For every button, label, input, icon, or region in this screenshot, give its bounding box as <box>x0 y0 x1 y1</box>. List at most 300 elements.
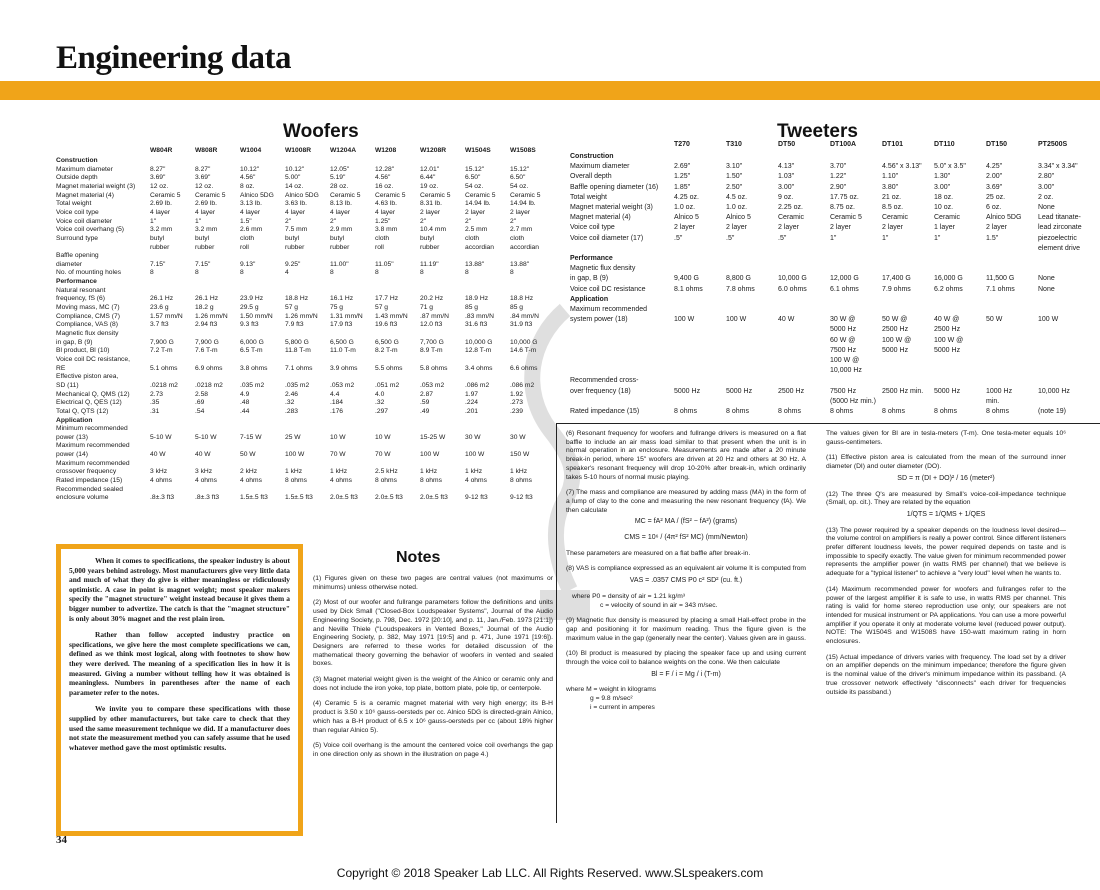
table-cell: 17.9 ft3 <box>330 321 353 329</box>
table-cell: 30 W <box>465 433 481 441</box>
table-row <box>570 223 1090 233</box>
model-name: W1208R <box>420 147 447 154</box>
table-cell: 6.2 ohms <box>934 285 963 293</box>
formula-vas: VAS = .0357 CMS P0 c² SD² (cu. ft.) <box>629 577 743 585</box>
row-label: Bl product, Bl (10) <box>56 347 110 355</box>
table-cell: 4 ohms <box>465 477 487 485</box>
row-label: Magnet material (4) <box>570 214 631 222</box>
note-5: (5) Voice coil overhang is the amount the centered voice coil overhangs the gap in one direction only as shown in the illustration on page 4.) <box>313 742 553 758</box>
table-cell: 2.0±.5 ft3 <box>375 494 403 502</box>
table-cell: 4.25 oz. <box>674 193 699 201</box>
model-name: W1004 <box>240 147 262 154</box>
table-cell: 4 layer <box>195 208 216 216</box>
table-cell: .051 m2 <box>375 381 400 389</box>
table-cell: 4.0 <box>375 390 385 398</box>
table-cell: 8 ohms <box>674 408 697 415</box>
table-cell: 18.8 Hz <box>510 295 534 303</box>
table-cell: 13.88" <box>465 260 485 268</box>
row-label: power (14) <box>56 451 88 459</box>
table-cell: 7.15" <box>195 260 211 268</box>
copyright-footer: Copyright © 2018 Speaker Lab LLC. All Rights Reserved. www.SLspeakers.com <box>336 866 764 880</box>
table-cell: 2" <box>285 217 292 225</box>
table-cell: 1.43 mm/N <box>375 312 408 320</box>
table-cell: butyl <box>150 234 165 242</box>
table-cell: 100 W @ <box>882 336 912 344</box>
table-cell: 4.56" <box>375 174 391 182</box>
table-cell: 7.2 T-m <box>150 347 173 355</box>
table-cell: 2 layer <box>674 224 696 232</box>
table-cell: 5000 Hz <box>934 387 961 395</box>
table-cell: 2.0±.5 ft3 <box>330 494 358 502</box>
table-cell: 5.5 ohms <box>375 364 403 372</box>
table-row <box>570 162 1090 172</box>
row-label: over frequency (18) <box>570 387 631 395</box>
table-cell: 2.69 lb. <box>195 200 217 208</box>
table-cell: 4.56" x 3.13" <box>882 163 922 171</box>
table-cell: 1 kHz <box>510 468 528 476</box>
table-cell: None <box>1038 285 1055 293</box>
table-cell: 12 oz. <box>150 182 169 190</box>
table-cell: 75 g <box>330 304 344 312</box>
note-7-footer: These parameters are measured on a flat baffle after break-in. <box>566 549 751 557</box>
row-label: Recommended sealed <box>56 485 123 493</box>
table-cell: Ceramic <box>778 214 805 222</box>
table-cell: 4 layer <box>330 208 351 216</box>
table-cell: 2500 Hz <box>778 387 805 395</box>
table-cell: 1.5±.5 ft3 <box>240 494 268 502</box>
table-cell: 12.8 T-m <box>465 347 492 355</box>
table-cell: 1" <box>195 217 202 225</box>
row-label: Voice coil overhang (5) <box>56 226 125 234</box>
table-cell: 8.2 T-m <box>375 347 398 355</box>
table-cell: 6.50" <box>465 174 481 182</box>
table-cell: (note 19) <box>1038 408 1067 415</box>
table-cell: 4.5 oz. <box>726 193 748 201</box>
page-title: Engineering data <box>56 40 291 76</box>
table-row <box>56 493 556 503</box>
table-cell: 2.6 mm <box>240 226 263 234</box>
table-cell: 8 ohms <box>285 477 307 485</box>
table-cell: cloth <box>465 234 480 242</box>
table-cell: 16,000 G <box>934 275 963 283</box>
note-13: (13) The power required by a speaker depends on the loudness level desired—the volume control on amplifiers is really a power control. Since different listeners prefer different loudness levels, the power required depends on taste and is impossible to specify exactly. The value given for minimum recommended power represents the amplifier power (in watts RMS per channel) that we believe is adequate for a "typical listener" to achieve a "very loud" level when he wants to. <box>826 526 1066 578</box>
table-cell: 100 W <box>465 451 485 459</box>
row-label: Outside depth <box>56 174 98 182</box>
table-cell: 14.94 lb. <box>465 200 491 208</box>
notes-divider-horizontal <box>556 423 1100 424</box>
table-cell: .176 <box>330 407 344 415</box>
table-cell: 18.9 Hz <box>465 295 489 303</box>
table-cell: 1.85" <box>674 183 691 191</box>
table-cell: 100 W @ <box>830 357 860 364</box>
table-cell: 8 <box>510 269 514 277</box>
table-cell: .0218 m2 <box>150 381 178 389</box>
table-cell: 3.00" <box>778 183 795 191</box>
table-cell: 6.50" <box>510 174 526 182</box>
table-cell: 11.00" <box>330 260 349 268</box>
note-3: (3) Magnet material weight given is the weight of the Alnico or ceramic only and does not include the iron yoke, top plate, bottom plate, pole tip, or centerpole. <box>313 676 553 692</box>
table-cell: 3.13 lb. <box>240 200 262 208</box>
table-cell: None <box>1038 204 1055 211</box>
section-label: Application <box>570 295 609 303</box>
table-cell: .224 <box>465 399 479 407</box>
table-cell: .086 m2 <box>465 381 490 389</box>
table-cell: 71 g <box>420 304 434 312</box>
table-cell: 1.10" <box>882 173 899 181</box>
table-cell: 4 ohms <box>195 477 217 485</box>
row-label: Magnet material (4) <box>56 191 114 199</box>
table-cell: Alnico 5 <box>726 214 751 222</box>
table-row <box>570 407 1090 417</box>
table-cell: 2.7 mm <box>510 226 533 234</box>
table-cell: 2.5 mm <box>465 226 488 234</box>
table-cell: Ceramic <box>934 214 961 222</box>
row-label: crossover frequency <box>56 468 117 476</box>
formula-mc: MC = fA² MA / (fS² − fA²) (grams) <box>634 518 738 526</box>
formula-bl-where-1: where M = weight in kilograms <box>566 686 657 694</box>
table-cell: 8 ohms <box>375 477 397 485</box>
table-cell: 2.25 oz. <box>778 204 803 211</box>
table-cell: butyl <box>285 234 300 242</box>
table-row <box>570 172 1090 182</box>
table-cell: 1.22" <box>830 173 847 181</box>
table-cell: 21 oz. <box>882 193 902 201</box>
table-cell: 10.12" <box>285 165 305 173</box>
model-name: W1508S <box>510 147 536 154</box>
table-cell: 57 g <box>375 304 389 312</box>
row-label: Rated impedance (15) <box>570 408 640 415</box>
table-cell: 1 kHz <box>465 468 483 476</box>
table-cell: 6 oz. <box>986 204 1002 211</box>
table-row <box>570 203 1090 213</box>
table-cell: 7.9 ft3 <box>285 321 304 329</box>
row-label: Maximum diameter <box>570 163 630 171</box>
table-cell: .54 <box>195 407 205 415</box>
table-cell: 8 ohms <box>420 477 442 485</box>
table-cell: 4.13" <box>778 163 795 171</box>
row-label: Recommended cross- <box>570 377 639 385</box>
row-label: Effective piston area, <box>56 373 119 381</box>
table-cell: 100 W <box>726 316 747 324</box>
row-label: Mechanical Q, QMS (12) <box>56 390 130 398</box>
table-cell: 3 kHz <box>150 468 168 476</box>
table-cell: 6,500 G <box>330 338 354 346</box>
table-cell: 3.69" <box>195 174 211 182</box>
table-cell: .87 mm/N <box>420 312 449 320</box>
table-cell: 7.1 ohms <box>986 285 1015 293</box>
model-name: W1504S <box>465 147 491 154</box>
table-row <box>570 376 1090 386</box>
row-label: Maximum recommended <box>56 442 130 450</box>
table-cell: .49 <box>420 407 430 415</box>
table-cell: piezoelectric <box>1038 234 1077 242</box>
table-cell: 3.4 ohms <box>465 364 493 372</box>
table-cell: 3.00" <box>934 183 951 191</box>
table-cell: 2.00" <box>986 173 1003 181</box>
table-cell: 18 oz. <box>934 193 954 201</box>
table-cell: .31 <box>150 407 160 415</box>
table-cell: 2.87 <box>420 390 434 398</box>
table-cell: 1.26 mm/N <box>195 312 228 320</box>
notes-divider-vertical <box>556 423 557 823</box>
table-cell: 50 W <box>240 451 256 459</box>
notes-column-1 <box>313 575 553 767</box>
table-cell: 8 <box>240 269 244 277</box>
table-cell: 7.15" <box>150 260 166 268</box>
table-cell: 8,800 G <box>726 275 751 283</box>
table-cell: 2.73 <box>150 390 164 398</box>
orange-header-band <box>0 81 1100 100</box>
model-name: T310 <box>726 141 742 148</box>
table-section-row <box>570 254 1090 264</box>
table-cell: 7.8 ohms <box>726 285 755 293</box>
table-cell: 9 oz. <box>778 193 794 201</box>
table-cell: .5" <box>674 234 683 242</box>
table-cell: cloth <box>510 234 525 242</box>
table-cell: 8.27" <box>150 165 166 173</box>
table-cell: 5,800 G <box>285 338 309 346</box>
table-cell: 11.19" <box>420 260 439 268</box>
section-label: Construction <box>570 153 614 160</box>
table-cell: 8 ohms <box>726 408 749 415</box>
row-label: power (13) <box>56 433 88 441</box>
row-label: Electrical Q, QES (12) <box>56 399 122 407</box>
table-cell: 4 ohms <box>330 477 352 485</box>
table-cell: 8 oz. <box>240 182 255 190</box>
table-row <box>570 285 1090 295</box>
table-cell: 17.75 oz. <box>830 193 859 201</box>
table-cell: 7.5 mm <box>285 226 308 234</box>
table-cell: 10.4 mm <box>420 226 447 234</box>
table-row <box>570 356 1090 366</box>
table-cell: 4.25" <box>986 163 1003 171</box>
row-label: Voice coil diameter <box>56 217 113 225</box>
table-cell: 2.69" <box>674 163 691 171</box>
table-cell: 7,900 G <box>150 338 174 346</box>
table-cell: 5000 Hz <box>830 326 857 334</box>
table-cell: 10,000 Hz <box>1038 387 1070 395</box>
table-cell: 100 W @ <box>934 336 964 344</box>
table-cell: 8.13 lb. <box>330 200 352 208</box>
row-label: No. of mounting holes <box>56 269 122 277</box>
row-label: Total weight <box>570 193 607 201</box>
table-cell: 5.0" x 3.5" <box>934 163 966 171</box>
table-header-row <box>56 146 556 156</box>
table-cell: 29.5 g <box>240 304 259 312</box>
table-cell: 60 W @ <box>830 336 856 344</box>
model-name: DT101 <box>882 141 904 148</box>
table-cell: 20.2 Hz <box>420 295 444 303</box>
row-label: Rated impedance (15) <box>56 477 123 485</box>
table-cell: 57 g <box>285 304 299 312</box>
table-cell: 14.6 T-m <box>510 347 537 355</box>
table-cell: accordian <box>465 243 494 251</box>
table-cell: 4 layer <box>375 208 396 216</box>
table-cell: Ceramic 5 <box>465 191 496 199</box>
table-row <box>570 234 1090 244</box>
table-cell: 31.6 ft3 <box>465 321 488 329</box>
tweeters-heading: Tweeters <box>777 121 858 142</box>
table-cell: 8 ohms <box>882 408 905 415</box>
table-cell: 4.9 <box>240 390 250 398</box>
table-cell: 10,000 G <box>465 338 493 346</box>
table-cell: 2 oz. <box>1038 193 1054 201</box>
note-12: (12) The three Q's are measured by Small's voice-coil-impedance technique (Small, op. cit.). They are related by the equation <box>826 490 1066 507</box>
table-cell: rubber <box>150 243 170 251</box>
model-name: W808R <box>195 147 218 154</box>
formula-q: 1/QTS = 1/QMS + 1/QES <box>906 510 986 518</box>
table-cell: .32 <box>375 399 385 407</box>
note-10-cont: The values given for Bl are in tesla-meters (T-m). One tesla-meter equals 10⁶ gauss-centimeters. <box>826 430 1066 446</box>
table-cell: 1.25" <box>375 217 391 225</box>
row-label: Natural resonant <box>56 286 106 294</box>
table-cell: 5.19" <box>330 174 346 182</box>
table-cell: .59 <box>420 399 430 407</box>
note-4: (4) Ceramic 5 is a ceramic magnet material with very high energy; its B-H product is 3.50 x 10⁶ gauss-oersteds per cc. Alnico 5DG is directed-grain Alnico, which has a B-H product of 6.5 x 10⁶ gauss-oersteds per cc (about 18% higher than regular Alnico 5). <box>313 700 553 734</box>
table-cell: .053 m2 <box>330 381 355 389</box>
table-cell: 8.31 lb. <box>420 200 442 208</box>
table-row <box>570 183 1090 193</box>
table-cell: 2.50" <box>726 183 743 191</box>
row-label: Magnetic flux density <box>570 265 636 273</box>
row-label: in gap, B (9) <box>570 275 609 283</box>
table-cell: 85 g <box>465 304 479 312</box>
table-cell: lead zirconate <box>1038 224 1082 232</box>
table-cell: 8 ohms <box>830 408 853 415</box>
section-label: Construction <box>56 157 98 164</box>
table-cell: Ceramic <box>882 214 909 222</box>
table-cell: .5" <box>726 234 735 242</box>
table-cell: roll <box>240 243 249 251</box>
table-cell: 2.80" <box>1038 173 1055 181</box>
table-cell: 40 W <box>778 316 795 324</box>
table-cell: 40 W <box>195 451 211 459</box>
table-cell: 2.5 kHz <box>375 468 398 476</box>
table-cell: 6.9 ohms <box>195 364 223 372</box>
table-cell: 7.9 ohms <box>882 285 911 293</box>
note-6: (6) Resonant frequency for woofers and fullrange drivers is measured on a flat baffle to include an air mass load similar to that present when the unit is in normal operation in an enclosure. Measurements are made after a 20 minute break-in period, where 15" woofers are driven at 20 Hz and others at 30 Hz. A speaker's resonant frequency will drop 10-20% after break-in, which ordinarily takes 5-10 hours of normal music playing. <box>566 430 806 481</box>
table-cell: 100 W <box>674 316 695 324</box>
table-cell: None <box>1038 275 1055 283</box>
table-cell: 100 W <box>420 451 440 459</box>
table-section-row <box>570 295 1090 305</box>
note-1: (1) Figures given on these two pages are central values (not maximums or minimums) unless otherwise noted. <box>313 575 553 591</box>
section-label: Application <box>56 416 93 424</box>
table-cell: .84 mm/N <box>510 312 539 320</box>
table-cell: 1.30" <box>934 173 951 181</box>
table-cell: 15-25 W <box>420 433 446 441</box>
table-cell: 2500 Hz <box>934 326 961 334</box>
table-cell: 4 layer <box>240 208 261 216</box>
table-cell: 17.7 Hz <box>375 295 399 303</box>
table-cell: 1.5" <box>986 234 999 242</box>
table-row <box>570 366 1090 376</box>
row-label: Magnet material weight (3) <box>570 204 653 211</box>
table-cell: butyl <box>195 234 210 242</box>
table-cell: 8.27" <box>195 165 211 173</box>
table-cell: Ceramic 5 <box>195 191 226 199</box>
row-label: Magnet material weight (3) <box>56 182 136 190</box>
table-cell: 19.6 ft3 <box>375 321 398 329</box>
table-cell: butyl <box>330 234 345 242</box>
table-cell: 2.0±.5 ft3 <box>420 494 448 502</box>
model-name: T270 <box>674 141 690 148</box>
table-cell: 70 W <box>330 451 346 459</box>
table-cell: 10,000 G <box>510 338 538 346</box>
table-cell: 8.75 oz. <box>830 204 855 211</box>
table-cell: 54 oz. <box>510 182 529 190</box>
table-cell: butyl <box>420 234 435 242</box>
row-label: Voice coil diameter (17) <box>570 234 644 242</box>
model-name: W1208 <box>375 147 397 154</box>
table-cell: .8±.3 ft3 <box>150 494 175 502</box>
table-cell: .48 <box>240 399 250 407</box>
table-cell: 2 layer <box>465 208 486 216</box>
table-cell: 85 g <box>510 304 524 312</box>
note-7: (7) The mass and compliance are measured by adding mass (MA) in the form of a lump of clay to the cone and measuring the new resonant frequency (fA). We then calculate <box>566 489 806 514</box>
table-cell: 15.12" <box>465 165 485 173</box>
table-cell: 5-10 W <box>150 433 172 441</box>
table-row <box>570 213 1090 223</box>
table-cell: 8 ohms <box>510 477 532 485</box>
section-label: Performance <box>56 278 97 286</box>
table-cell: 1.97 <box>465 390 479 398</box>
table-cell: 6.1 ohms <box>830 285 859 293</box>
table-cell: 2" <box>510 217 517 225</box>
table-row <box>570 336 1090 346</box>
table-cell: Alnico 5DG <box>240 191 274 199</box>
row-label: Baffle opening diameter (16) <box>570 183 659 191</box>
table-cell: 1 kHz <box>285 468 303 476</box>
formula-bl-where-3: i = current in amperes <box>590 703 655 711</box>
table-cell: 2" <box>330 217 337 225</box>
table-cell: 1.5" <box>240 217 252 225</box>
table-cell: 26.1 Hz <box>150 295 174 303</box>
table-cell: 2.46 <box>285 390 299 398</box>
table-cell: 6.5 T-m <box>240 347 263 355</box>
table-cell: .201 <box>465 407 479 415</box>
table-cell: 3.7 ft3 <box>150 321 169 329</box>
table-cell: 14 oz. <box>285 182 304 190</box>
table-cell: 2.9 mm <box>330 226 353 234</box>
table-cell: 7.6 T-m <box>195 347 218 355</box>
table-cell: 19 oz. <box>420 182 439 190</box>
table-cell: 1.0 oz. <box>726 204 748 211</box>
table-cell: .69 <box>195 399 205 407</box>
table-cell: 5000 Hz <box>934 346 961 354</box>
row-label: Total weight <box>56 200 92 208</box>
table-cell: 4 ohms <box>150 477 172 485</box>
table-cell: rubber <box>420 243 440 251</box>
table-cell: 1.31 mm/N <box>330 312 363 320</box>
table-cell: 18.8 Hz <box>285 295 309 303</box>
row-label: RE <box>56 364 66 372</box>
table-cell: 1.57 mm/N <box>150 312 183 320</box>
table-cell: 2 kHz <box>240 468 258 476</box>
table-cell: 3 kHz <box>195 468 213 476</box>
table-cell: 3.70" <box>830 163 847 171</box>
model-name: DT150 <box>986 141 1008 148</box>
formula-vas-where-1: where P0 = density of air = 1.21 kg/m³ <box>572 592 686 600</box>
table-cell: Alnico 5DG <box>986 214 1022 222</box>
table-cell: 2.58 <box>195 390 209 398</box>
table-cell: cloth <box>375 234 390 242</box>
table-cell: 1 kHz <box>420 468 438 476</box>
table-cell: 70 W <box>375 451 391 459</box>
table-cell: 1" <box>150 217 157 225</box>
note-15: (15) Actual impedance of drivers varies with frequency. The load set by a driver on an amplifier depends on the minimum impedance; therefore the figure given is the nominal value of the driver's minimum impedance within its passband. (A true crossover network effectively "disconnects" each driver for frequencies outside its passband.) <box>826 653 1066 696</box>
table-section-row <box>570 152 1090 162</box>
